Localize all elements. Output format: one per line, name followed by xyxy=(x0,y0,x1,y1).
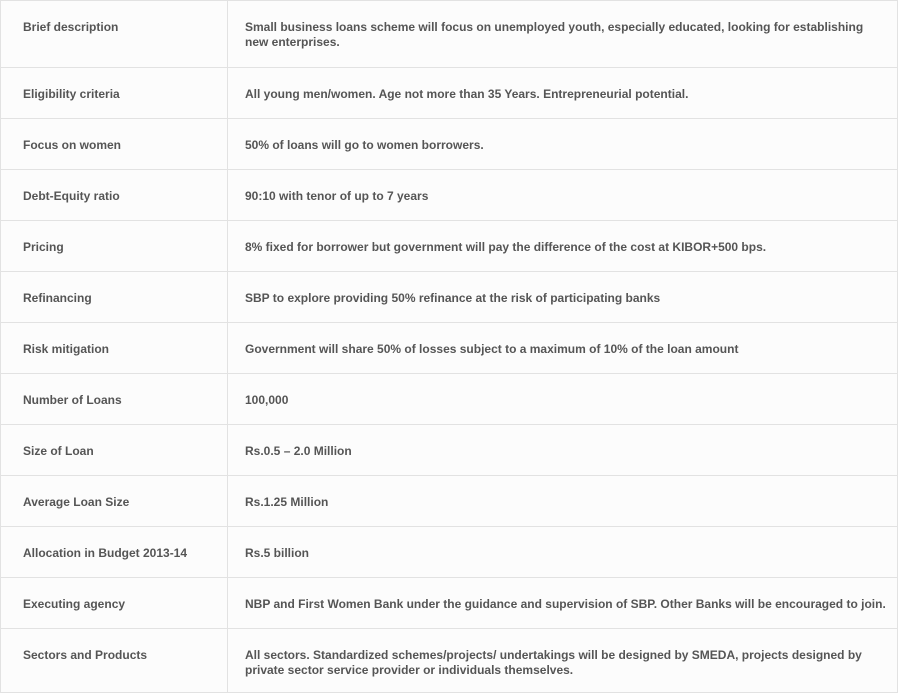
row-value: SBP to explore providing 50% refinance at the risk of participating banks xyxy=(228,272,898,323)
table-row-eligibility-criteria xyxy=(1,68,898,119)
row-value: 8% fixed for borrower but government will pay the difference of the cost at KIBOR+500 bps. xyxy=(228,221,898,272)
row-label: Pricing xyxy=(1,221,228,272)
table-row-brief-description xyxy=(1,1,898,68)
table-row-allocation-in-budget xyxy=(1,527,898,578)
table-row-refinancing xyxy=(1,272,898,323)
table-row-debt-equity-ratio xyxy=(1,170,898,221)
row-value: Rs.5 billion xyxy=(228,527,898,578)
row-value: 50% of loans will go to women borrowers. xyxy=(228,119,898,170)
row-value: Rs.0.5 – 2.0 Million xyxy=(228,425,898,476)
row-value: All young men/women. Age not more than 35 Years. Entrepreneurial potential. xyxy=(228,68,898,119)
table-row-sectors-and-products xyxy=(1,629,898,693)
row-label: Sectors and Products xyxy=(1,629,228,693)
table-row-focus-on-women xyxy=(1,119,898,170)
row-value: NBP and First Women Bank under the guidance and supervision of SBP. Other Banks will be encouraged to join. xyxy=(228,578,898,629)
table-row-average-loan-size xyxy=(1,476,898,527)
row-value: 90:10 with tenor of up to 7 years xyxy=(228,170,898,221)
table-body xyxy=(1,1,898,693)
row-label: Risk mitigation xyxy=(1,323,228,374)
row-label: Size of Loan xyxy=(1,425,228,476)
table-row-executing-agency xyxy=(1,578,898,629)
table-row-risk-mitigation xyxy=(1,323,898,374)
row-value: Rs.1.25 Million xyxy=(228,476,898,527)
row-value: Government will share 50% of losses subject to a maximum of 10% of the loan amount xyxy=(228,323,898,374)
table-row-pricing xyxy=(1,221,898,272)
row-label: Average Loan Size xyxy=(1,476,228,527)
row-value: Small business loans scheme will focus on unemployed youth, especially educated, looking for establishing new enterprises. xyxy=(228,1,898,68)
row-label: Executing agency xyxy=(1,578,228,629)
row-label: Focus on women xyxy=(1,119,228,170)
table-row-size-of-loan xyxy=(1,425,898,476)
row-label: Eligibility criteria xyxy=(1,68,228,119)
row-label: Allocation in Budget 2013-14 xyxy=(1,527,228,578)
row-value: 100,000 xyxy=(228,374,898,425)
row-value: All sectors. Standardized schemes/projects/ undertakings will be designed by SMEDA, projects designed by private sector service provider or individuals themselves. xyxy=(228,629,898,693)
row-label: Brief description xyxy=(1,1,228,68)
row-label: Number of Loans xyxy=(1,374,228,425)
row-label: Debt-Equity ratio xyxy=(1,170,228,221)
table-row-number-of-loans xyxy=(1,374,898,425)
row-label: Refinancing xyxy=(1,272,228,323)
